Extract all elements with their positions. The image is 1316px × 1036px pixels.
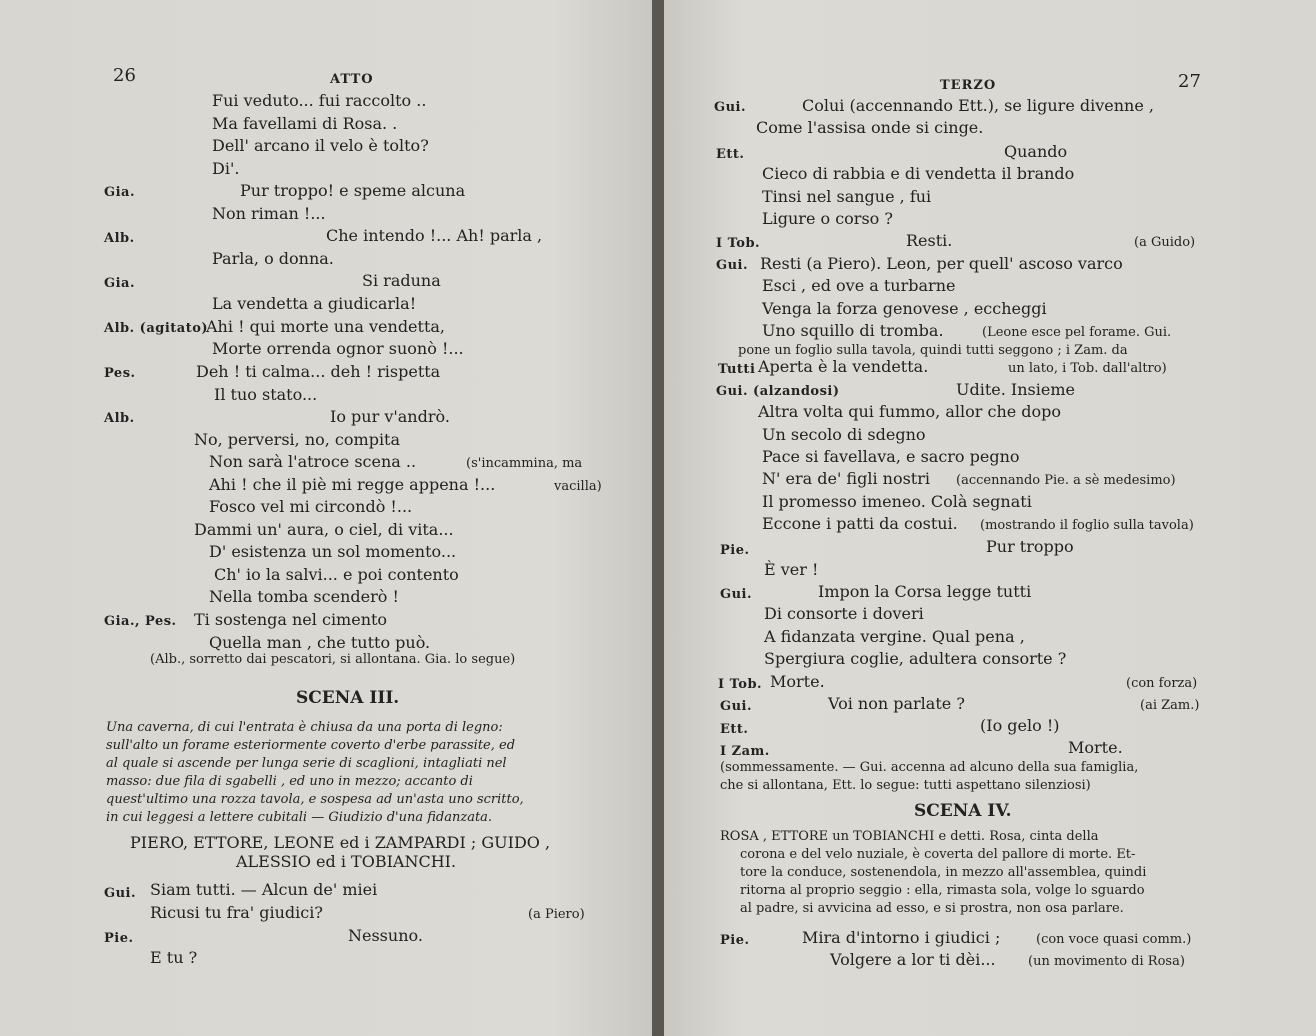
- stage-direction-line: Una caverna, di cui l'entrata è chiusa da una porta di legno:: [106, 720, 503, 735]
- verse-line: Nessuno.: [348, 926, 423, 945]
- speaker-label: Ett.: [720, 722, 749, 737]
- verse-line: Pur troppo! e speme alcuna: [240, 181, 466, 200]
- stage-note: (con forza): [1126, 676, 1198, 691]
- verse-line: Esci , ed ove a turbarne: [762, 276, 956, 295]
- character-list: ALESSIO ed i TOBIANCHI.: [236, 852, 457, 871]
- verse-line: Non riman !...: [212, 204, 326, 223]
- page-number: 26: [113, 65, 136, 86]
- speaker-label: Gia., Pes.: [104, 614, 177, 629]
- speaker-label: Gui.: [720, 587, 753, 602]
- scene-title: SCENA III.: [296, 688, 400, 708]
- stage-direction-line: al quale si ascende per lunga serie di scaglioni, intagliati nel: [106, 756, 507, 771]
- verse-line: Il promesso imeneo. Colà segnati: [762, 492, 1032, 511]
- verse-line: Il tuo stato...: [214, 385, 318, 404]
- verse-line: Aperta è la vendetta.: [758, 357, 929, 376]
- verse-line: Come l'assisa onde si cinge.: [756, 118, 984, 137]
- verse-line: Fui veduto... fui raccolto ..: [212, 91, 427, 110]
- stage-direction-line: quest'ultimo una rozza tavola, e sospesa ad un'asta uno scritto,: [106, 792, 524, 807]
- verse-line: Venga la forza genovese , eccheggi: [762, 299, 1047, 318]
- speaker-label: Alb.: [104, 411, 135, 426]
- speaker-label: Gia.: [104, 185, 135, 200]
- verse-line: Udite. Insieme: [956, 380, 1075, 399]
- stage-direction: (sommessamente. — Gui. accenna ad alcuno della sua famiglia,: [720, 760, 1139, 775]
- speaker-label: Alb.: [104, 231, 135, 246]
- verse-line: Spergiura coglie, adultera consorte ?: [764, 649, 1067, 668]
- scene-title: SCENA IV.: [914, 801, 1012, 821]
- verse-line: Altra volta qui fummo, allor che dopo: [758, 402, 1062, 421]
- verse-line: Dammi un' aura, o ciel, di vita...: [194, 520, 454, 539]
- stage-note: un lato, i Tob. dall'altro): [1008, 361, 1167, 376]
- stage-note: vacilla): [554, 479, 602, 494]
- verse-line: Deh ! ti calma... deh ! rispetta: [196, 362, 441, 381]
- speaker-label: Ett.: [716, 147, 745, 162]
- verse-line: Di'.: [212, 159, 240, 178]
- verse-line: Impon la Corsa legge tutti: [818, 582, 1032, 601]
- right-page: [664, 0, 1316, 1036]
- speaker-label: Pes.: [104, 366, 136, 381]
- stage-note: (s'incammina, ma: [466, 456, 583, 471]
- stage-direction-line: ROSA , ETTORE un TOBIANCHI e detti. Rosa, cinta della: [720, 829, 1099, 844]
- speaker-label: Tutti: [718, 362, 756, 377]
- stage-note: (a Piero): [528, 907, 585, 922]
- verse-line: Pur troppo: [986, 537, 1074, 556]
- speaker-label: I Zam.: [720, 744, 770, 759]
- speaker-label: Gia.: [104, 276, 135, 291]
- verse-line: D' esistenza un sol momento...: [209, 542, 457, 561]
- left-page: [0, 0, 652, 1036]
- stage-direction-line: al padre, si avvicina ad esso, e si prostra, non osa parlare.: [740, 901, 1124, 916]
- verse-line: Fosco vel mi circondò !...: [209, 497, 413, 516]
- speaker-label: Gui.: [716, 258, 749, 273]
- verse-line: Quando: [1004, 142, 1068, 161]
- speaker-label: Alb. (agitato): [104, 321, 209, 336]
- verse-line: N' era de' figli nostri: [762, 469, 930, 488]
- verse-line: Voi non parlate ?: [828, 694, 965, 713]
- verse-line: Siam tutti. — Alcun de' miei: [150, 880, 378, 899]
- stage-direction: (Alb., sorretto dai pescatori, si allontana. Gia. lo segue): [150, 652, 516, 667]
- verse-line: Un secolo di sdegno: [762, 425, 926, 444]
- verse-line: È ver !: [764, 560, 819, 579]
- verse-line: Pace si favellava, e sacro pegno: [762, 447, 1020, 466]
- stage-direction-line: tore la conduce, sostenendola, in mezzo all'assemblea, quindi: [740, 865, 1147, 880]
- stage-note: (Leone esce pel forame. Gui.: [982, 325, 1172, 340]
- verse-line: Che intendo !... Ah! parla ,: [326, 226, 543, 245]
- verse-line: Ch' io la salvi... e poi contento: [214, 565, 459, 584]
- verse-line: Di consorte i doveri: [764, 604, 924, 623]
- verse-line: (Io gelo !): [980, 716, 1060, 735]
- stage-note: pone un foglio sulla tavola, quindi tutti seggono ; i Zam. da: [738, 343, 1128, 358]
- verse-line: Mira d'intorno i giudici ;: [802, 928, 1001, 947]
- speaker-label: Gui.: [720, 699, 753, 714]
- running-header: ATTO: [330, 72, 374, 87]
- verse-line: Resti.: [906, 231, 953, 250]
- speaker-label: Gui. (alzandosi): [716, 384, 840, 399]
- verse-line: Resti (a Piero). Leon, per quell' ascoso varco: [760, 254, 1123, 273]
- verse-line: Ma favellami di Rosa. .: [212, 114, 398, 133]
- verse-line: Ricusi tu fra' giudici?: [150, 903, 323, 922]
- stage-direction: che si allontana, Ett. lo segue: tutti aspettano silenziosi): [720, 778, 1091, 793]
- stage-note: (un movimento di Rosa): [1028, 954, 1185, 969]
- verse-line: Morte orrenda ognor suonò !...: [212, 339, 464, 358]
- stage-direction-line: sull'alto un forame esteriormente coverto d'erbe parassite, ed: [106, 738, 516, 753]
- stage-direction-line: in cui leggesi a lettere cubitali — Giudizio d'una fidanzata.: [106, 810, 493, 825]
- verse-line: Volgere a lor ti dèi...: [830, 950, 996, 969]
- stage-note: (ai Zam.): [1140, 698, 1200, 713]
- verse-line: Ahi ! che il piè mi regge appena !...: [209, 475, 496, 494]
- verse-line: Morte.: [1068, 738, 1123, 757]
- verse-line: Eccone i patti da costui.: [762, 514, 958, 533]
- stage-direction-line: masso: due fila di sgabelli , ed uno in mezzo; accanto di: [106, 774, 473, 789]
- verse-line: No, perversi, no, compita: [194, 430, 401, 449]
- verse-line: A fidanzata vergine. Qual pena ,: [764, 627, 1025, 646]
- verse-line: Uno squillo di tromba.: [762, 321, 944, 340]
- speaker-label: I Tob.: [718, 677, 763, 692]
- verse-line: Morte.: [770, 672, 825, 691]
- verse-line: Ahi ! qui morte una vendetta,: [206, 317, 446, 336]
- verse-line: Non sarà l'atroce scena ..: [209, 452, 417, 471]
- speaker-label: Pie.: [104, 931, 134, 946]
- verse-line: Ligure o corso ?: [762, 209, 893, 228]
- stage-direction-line: corona e del velo nuziale, è coverta del pallore di morte. Et-: [740, 847, 1136, 862]
- verse-line: E tu ?: [150, 948, 198, 967]
- running-header: TERZO: [940, 78, 997, 93]
- character-list: PIERO, ETTORE, LEONE ed i ZAMPARDI ; GUIDO ,: [130, 833, 551, 852]
- verse-line: Si raduna: [362, 271, 441, 290]
- page-number: 27: [1178, 71, 1201, 92]
- book-gutter: [652, 0, 664, 1036]
- verse-line: Io pur v'andrò.: [330, 407, 450, 426]
- stage-note: (con voce quasi comm.): [1036, 932, 1192, 947]
- stage-note: (mostrando il foglio sulla tavola): [980, 518, 1194, 533]
- verse-line: Tinsi nel sangue , fui: [762, 187, 932, 206]
- verse-line: La vendetta a giudicarla!: [212, 294, 417, 313]
- speaker-label: Pie.: [720, 933, 750, 948]
- verse-line: Colui (accennando Ett.), se ligure divenne ,: [802, 96, 1154, 115]
- verse-line: Cieco di rabbia e di vendetta il brando: [762, 164, 1075, 183]
- verse-line: Nella tomba scenderò !: [209, 587, 399, 606]
- verse-line: Dell' arcano il velo è tolto?: [212, 136, 429, 155]
- speaker-label: Gui.: [104, 886, 137, 901]
- speaker-label: I Tob.: [716, 236, 761, 251]
- stage-note: (accennando Pie. a sè medesimo): [956, 473, 1176, 488]
- speaker-label: Pie.: [720, 543, 750, 558]
- stage-note: (a Guido): [1134, 235, 1196, 250]
- verse-line: Ti sostenga nel cimento: [194, 610, 388, 629]
- verse-line: Quella man , che tutto può.: [209, 633, 431, 652]
- verse-line: Parla, o donna.: [212, 249, 334, 268]
- stage-direction-line: ritorna al proprio seggio : ella, rimasta sola, volge lo sguardo: [740, 883, 1145, 898]
- speaker-label: Gui.: [714, 100, 747, 115]
